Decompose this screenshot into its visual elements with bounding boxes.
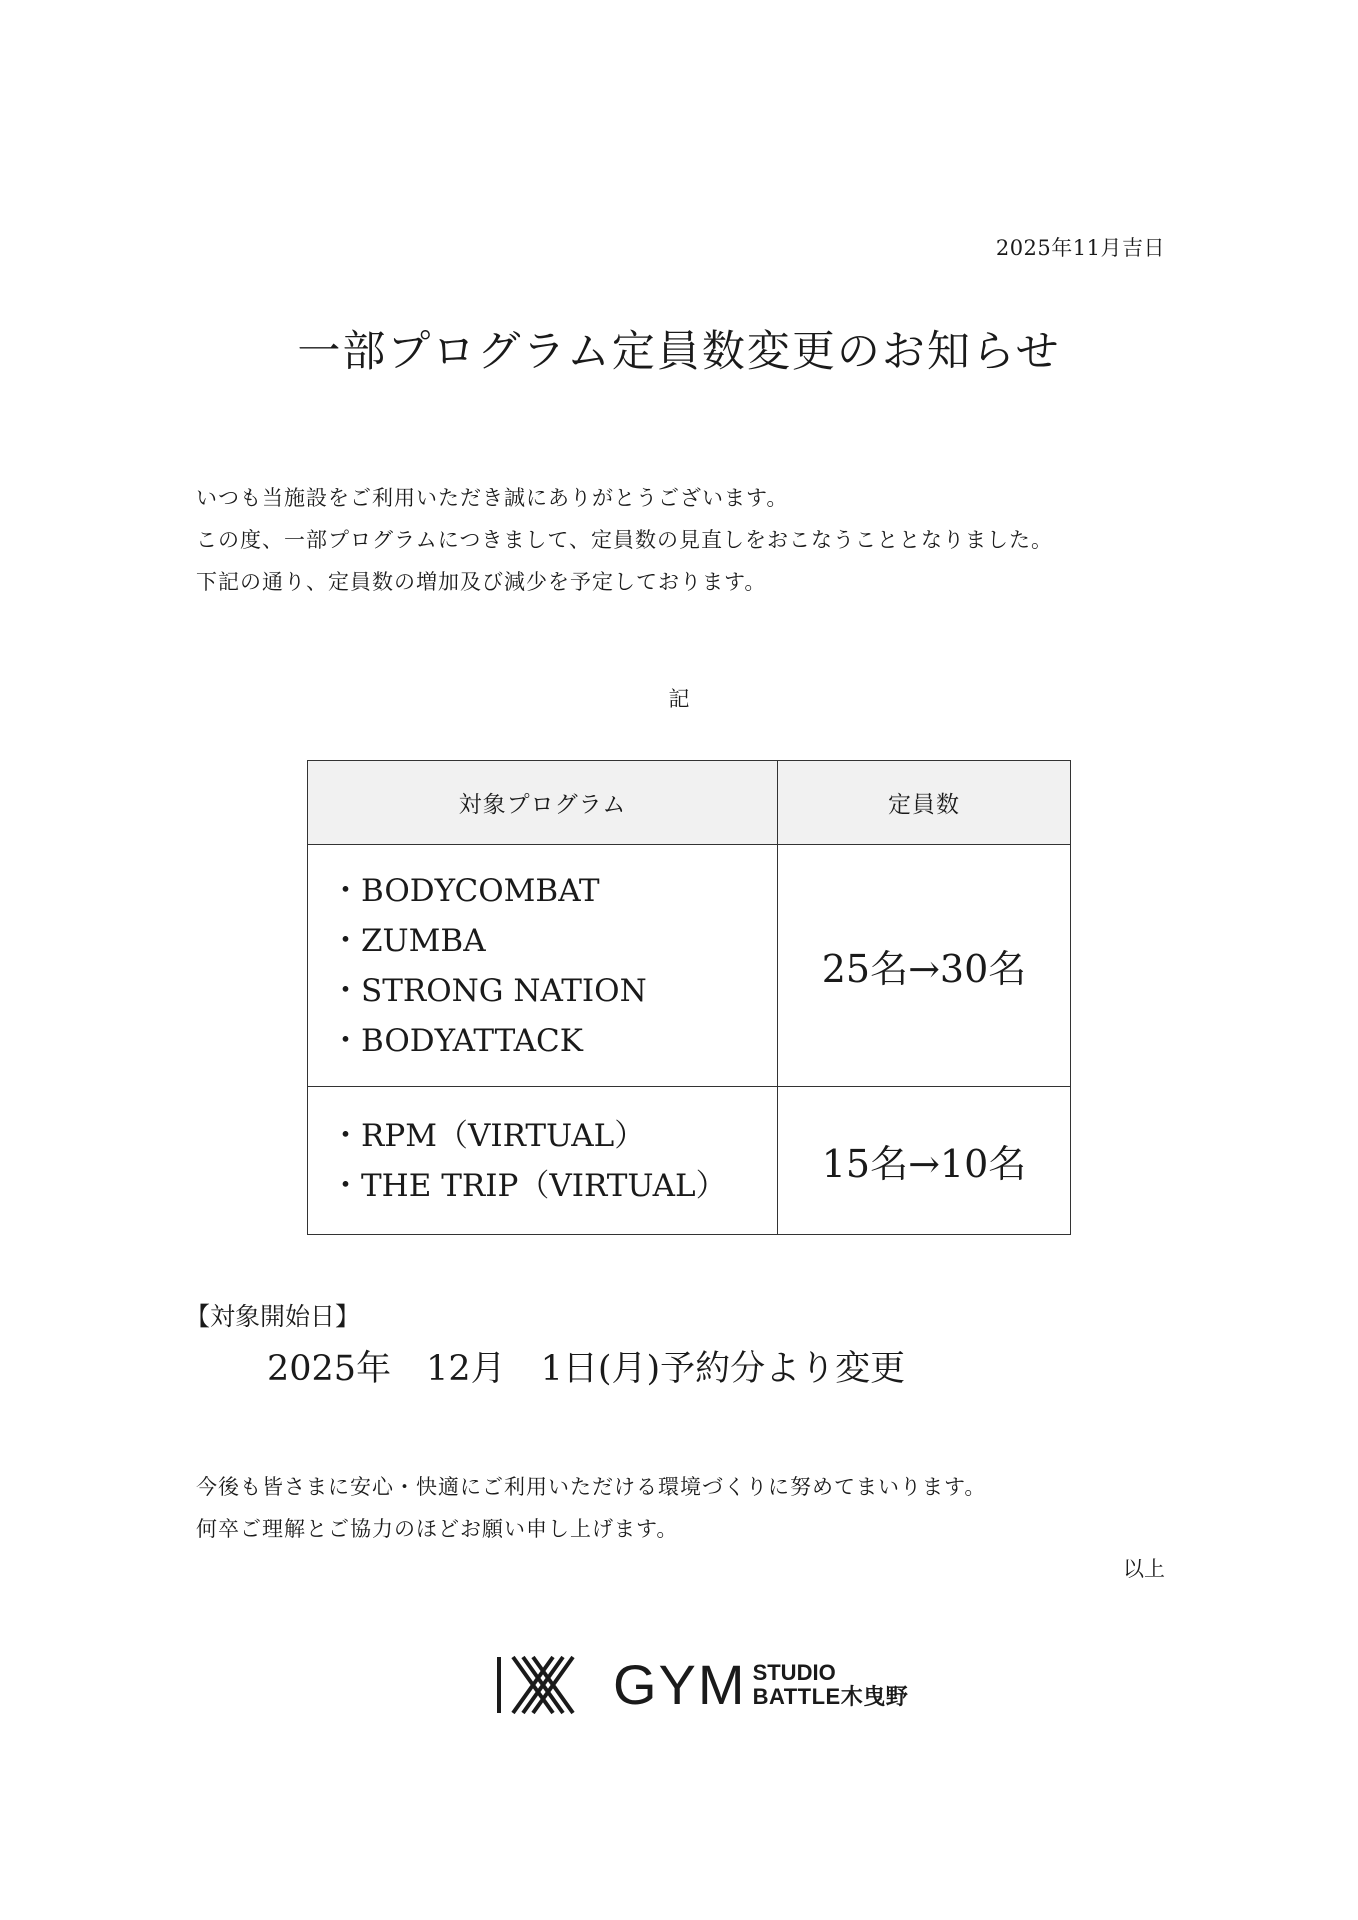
program-item: ・ ZUMBA — [330, 916, 777, 966]
closing-line: 何卒ご理解とご協力のほどお願い申し上げます。 — [196, 1517, 679, 1541]
intro-line: 下記の通り、定員数の増加及び減少を予定しております。 — [196, 570, 767, 594]
capacity-cell: 15名→10名 — [778, 1087, 1071, 1235]
program-item: ・ THE TRIP（VIRTUAL） — [330, 1161, 777, 1211]
program-item: ・ RPM（VIRTUAL） — [330, 1111, 777, 1161]
ixgym-logo — [493, 1655, 908, 1715]
logo-gym-text: GYM — [613, 1653, 747, 1716]
program-item: ・ BODYATTACK — [330, 1016, 777, 1066]
logo-battle-text: BATTLE木曳野 — [752, 1684, 909, 1709]
header-capacity: 定員数 — [778, 761, 1071, 845]
logo-studio-text: STUDIO — [752, 1660, 836, 1685]
header-programs: 対象プログラム — [308, 761, 778, 845]
capacity-change-table — [307, 760, 1071, 1235]
program-item: ・ BODYCOMBAT — [330, 866, 777, 916]
ki-marker: 記 — [668, 687, 690, 711]
notice-title: 一部プログラム定員数変更のお知らせ — [297, 327, 1061, 377]
intro-line: この度、一部プログラムにつきまして、定員数の見直しをおこなうこととなりました。 — [196, 528, 1053, 552]
table-row — [308, 845, 1071, 1087]
program-list-cell — [308, 1087, 778, 1235]
closing-line: 今後も皆さまに安心・快適にご利用いただける環境づくりに努めてまいります。 — [196, 1475, 987, 1499]
ix-logo-mark-icon — [493, 1655, 611, 1715]
capacity-cell: 25名→30名 — [778, 845, 1071, 1087]
notice-date: 2025年11月吉日 — [995, 236, 1165, 260]
intro-line: いつも当施設をご利用いただき誠にありがとうございます。 — [196, 486, 789, 510]
program-list-cell — [308, 845, 778, 1087]
table-header-row — [308, 761, 1071, 845]
logo-subtitle — [753, 1661, 909, 1709]
program-item: ・ STRONG NATION — [330, 966, 777, 1016]
closing-paragraph — [196, 1466, 986, 1550]
start-date-value: 2025年 12月 1日(月)予約分より変更 — [267, 1349, 906, 1389]
ijou-closing-mark: 以上 — [1123, 1557, 1165, 1581]
start-date-label: 【対象開始日】 — [185, 1302, 361, 1331]
intro-paragraph — [196, 477, 1053, 603]
table-row — [308, 1087, 1071, 1235]
